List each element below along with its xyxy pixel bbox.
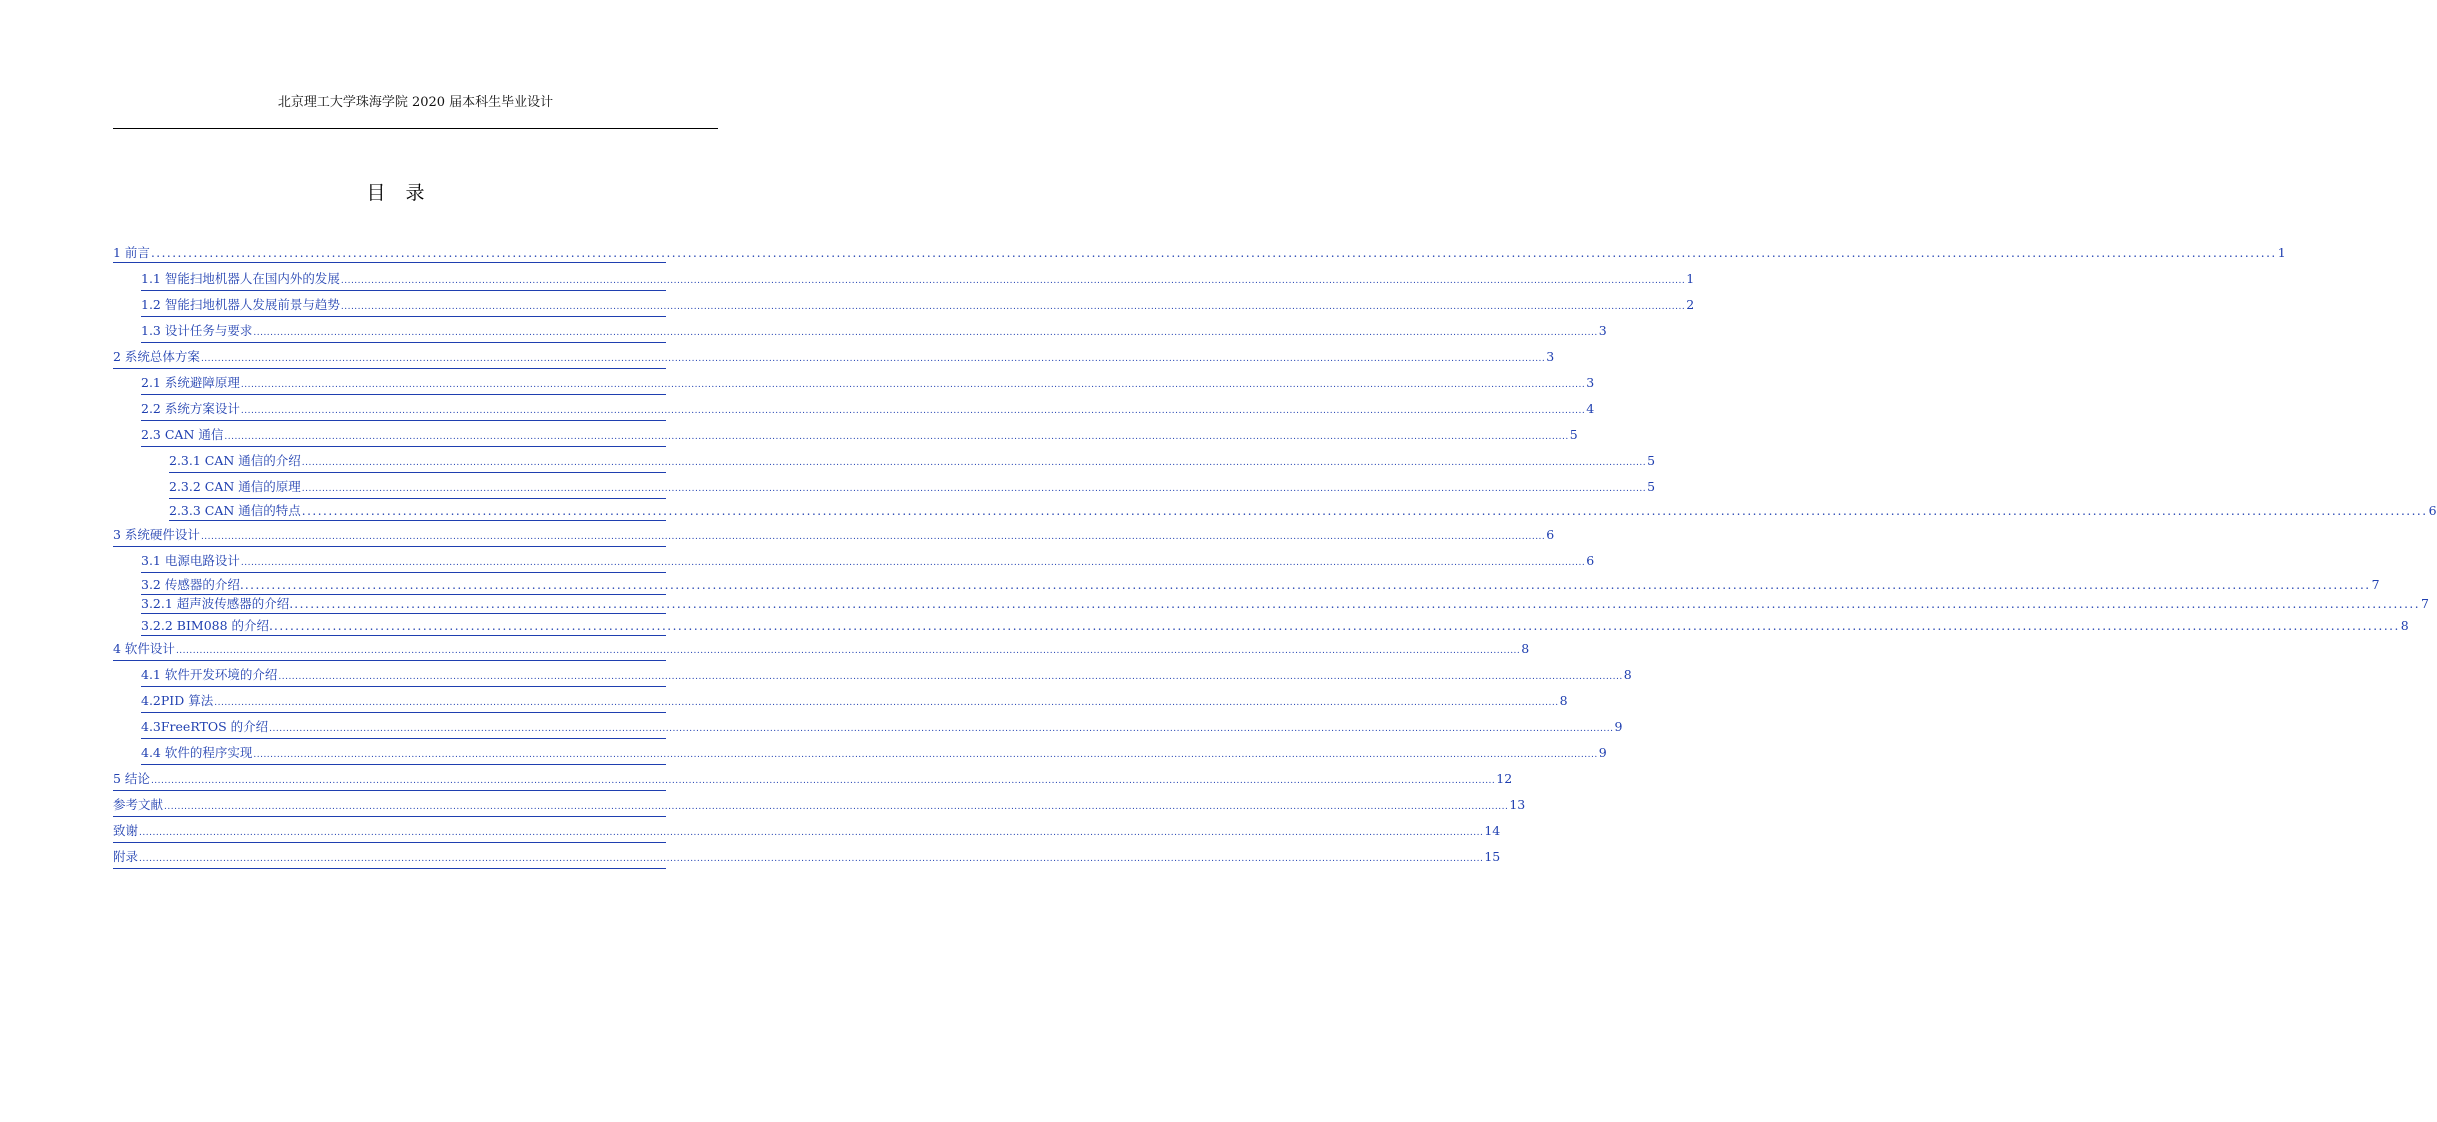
toc-leader: ................................................................................................................................................................................................................................................................................................................................................................................................................: [200, 532, 1546, 542]
toc-leader: ................................................................................................................................................................................................................................................................................................................................................................................................................: [139, 828, 1484, 838]
toc-page-number: 3: [1586, 375, 1595, 390]
toc-title-char-1: 目: [366, 182, 388, 204]
toc-page-number: 15: [1484, 849, 1501, 864]
toc-entry-2-3-3[interactable]: [169, 502, 2437, 520]
toc-entry-label: 2.3.3 CAN 通信的特点: [169, 503, 301, 518]
toc-page-number: 9: [1614, 719, 1623, 734]
toc-entry-label: 3.2.1 超声波传感器的介绍.: [141, 596, 294, 611]
toc-page-number: 9: [1598, 745, 1607, 760]
toc-page-number: 12: [1496, 771, 1513, 786]
toc-leader: ................................................................................................................................................................................................................................................................................................................................................................................................................: [301, 484, 1647, 494]
toc-entry-label: 参考文献: [113, 797, 164, 812]
toc-leader: ................................................................................................................................................................................................................................................................................................................................................................................................................: [175, 646, 1521, 656]
toc-leader: ................................................................................................................................................................................................................................................................................................................................................................................................................: [301, 504, 2428, 518]
toc-page-number: 3: [1598, 323, 1607, 338]
toc-entry-4-1[interactable]: [141, 666, 1632, 684]
toc-leader: ................................................................................................................................................................................................................................................................................................................................................................................................................: [244, 578, 2371, 592]
toc-entry-label: 2.3.1 CAN 通信的介绍: [169, 453, 301, 468]
toc-entry-label: 2.2 系统方案设计: [141, 401, 240, 416]
toc-page-number: 7: [2371, 577, 2380, 592]
toc-entry-2-2[interactable]: [141, 400, 1595, 418]
toc-entry-label: 1.2 智能扫地机器人发展前景与趋势: [141, 297, 340, 312]
toc-entry-label: 4.2PID 算法: [141, 693, 214, 708]
toc-leader: ................................................................................................................................................................................................................................................................................................................................................................................................................: [200, 354, 1546, 364]
toc-entry-label: 3.2 传感器的介绍.: [141, 577, 244, 592]
toc-page-number: 5: [1647, 453, 1656, 468]
toc-entry-label: 2.3 CAN 通信: [141, 427, 224, 442]
toc-entry-3-2-2[interactable]: [141, 617, 2409, 635]
toc-page-number: 8: [1559, 693, 1568, 708]
toc-page-number: 5: [1647, 479, 1656, 494]
toc-entry-3-1[interactable]: [141, 552, 1595, 570]
toc-entry-2-3-2[interactable]: [169, 478, 1656, 496]
toc-entry-label: 3 系统硬件设计: [113, 527, 200, 542]
toc-leader: ................................................................................................................................................................................................................................................................................................................................................................................................................: [164, 802, 1509, 812]
toc-entry-1-1[interactable]: [141, 270, 1695, 288]
toc-page-number: 14: [1484, 823, 1501, 838]
toc-page-number: 7: [2421, 596, 2429, 611]
toc-entry-label: 附录: [113, 849, 139, 864]
toc-entry-4-3[interactable]: [141, 718, 1623, 736]
toc-entry-label: 4.4 软件的程序实现: [141, 745, 253, 760]
toc-entry-1-2[interactable]: [141, 296, 1695, 314]
toc-entry-label: 4 软件设计: [113, 641, 175, 656]
toc-page-number: 8: [1623, 667, 1632, 682]
toc-entry-3[interactable]: [113, 526, 1555, 544]
toc-page-number: 1: [2277, 245, 2286, 260]
toc-entry-label: 4.3FreeRTOS 的介绍: [141, 719, 269, 734]
toc-entry-label: 1 前言: [113, 245, 150, 260]
toc-leader: ................................................................................................................................................................................................................................................................................................................................................................................................................: [240, 380, 1586, 390]
toc-leader: ................................................................................................................................................................................................................................................................................................................................................................................................................: [269, 724, 1614, 734]
toc-entry-appendix[interactable]: [113, 848, 1501, 866]
toc-entry-label: 3.1 电源电路设计: [141, 553, 240, 568]
toc-page-number: 6: [2428, 503, 2437, 518]
toc-leader: ................................................................................................................................................................................................................................................................................................................................................................................................................: [301, 458, 1647, 468]
toc-entry-4[interactable]: [113, 640, 1530, 658]
toc-entry-2-1[interactable]: [141, 374, 1595, 392]
toc-page-number: 4: [1586, 401, 1595, 416]
toc-entry-4-4[interactable]: [141, 744, 1607, 762]
toc-entry-4-2[interactable]: [141, 692, 1568, 710]
toc-entry-3-2-1[interactable]: [141, 595, 2429, 613]
toc-leader: ................................................................................................................................................................................................................................................................................................................................................................................................................: [253, 750, 1598, 760]
toc-entry-1[interactable]: [113, 244, 2286, 262]
toc-entry-acknowledgements[interactable]: [113, 822, 1501, 840]
toc-entry-2-3[interactable]: [141, 426, 1578, 444]
toc-leader: ................................................................................................................................................................................................................................................................................................................................................................................................................: [340, 302, 1686, 312]
toc-leader: ................................................................................................................................................................................................................................................................................................................................................................................................................: [240, 406, 1586, 416]
toc-entry-2[interactable]: [113, 348, 1555, 366]
toc-leader: ................................................................................................................................................................................................................................................................................................................................................................................................................: [139, 854, 1484, 864]
toc-page-number: 1: [1686, 271, 1695, 286]
toc-page-number: 6: [1586, 553, 1595, 568]
toc-leader: ................................................................................................................................................................................................................................................................................................................................................................................................................: [150, 246, 2277, 260]
toc-leader: ................................................................................................................................................................................................................................................................................................................................................................................................................: [278, 672, 1623, 682]
toc-entry-label: 1.3 设计任务与要求: [141, 323, 253, 338]
toc-leader: ................................................................................................................................................................................................................................................................................................................................................................................................................: [224, 432, 1569, 442]
toc-entry-5[interactable]: [113, 770, 1513, 788]
toc-leader: ................................................................................................................................................................................................................................................................................................................................................................................................................: [253, 328, 1598, 338]
toc-page-number: 8: [1521, 641, 1530, 656]
toc-leader: ................................................................................................................................................................................................................................................................................................................................................................................................................: [214, 698, 1559, 708]
toc-page-number: 5: [1569, 427, 1578, 442]
toc-leader: ................................................................................................................................................................................................................................................................................................................................................................................................................: [274, 619, 2400, 633]
toc-leader: ................................................................................................................................................................................................................................................................................................................................................................................................................: [294, 597, 2421, 611]
toc-entry-1-3[interactable]: [141, 322, 1607, 340]
toc-entry-label: 1.1 智能扫地机器人在国内外的发展: [141, 271, 340, 286]
toc-leader: ................................................................................................................................................................................................................................................................................................................................................................................................................: [340, 276, 1686, 286]
toc-entry-2-3-1[interactable]: [169, 452, 1656, 470]
toc-entry-label: 3.2.2 BIM088 的介绍.: [141, 618, 274, 633]
toc-entry-label: 致谢: [113, 823, 139, 838]
toc-page-number: 6: [1546, 527, 1555, 542]
toc-page-number: 3: [1546, 349, 1555, 364]
toc-entry-references[interactable]: [113, 796, 1526, 814]
toc-entry-label: 2.1 系统避障原理: [141, 375, 240, 390]
toc-title-char-2: 录: [405, 182, 427, 204]
toc-entry-label: 5 结论: [113, 771, 150, 786]
toc-entry-label: 2.3.2 CAN 通信的原理: [169, 479, 301, 494]
toc-leader: ................................................................................................................................................................................................................................................................................................................................................................................................................: [240, 558, 1586, 568]
toc-page-number: 2: [1686, 297, 1695, 312]
toc-entry-3-2[interactable]: [141, 576, 2380, 594]
toc-page-number: 13: [1509, 797, 1526, 812]
toc-leader: ................................................................................................................................................................................................................................................................................................................................................................................................................: [150, 776, 1496, 786]
toc-entry-label: 2 系统总体方案: [113, 349, 200, 364]
page-header: 北京理工大学珠海学院 2020 届本科生毕业设计: [277, 95, 554, 110]
toc-entry-label: 4.1 软件开发环境的介绍: [141, 667, 278, 682]
toc-page-number: 8: [2400, 618, 2409, 633]
